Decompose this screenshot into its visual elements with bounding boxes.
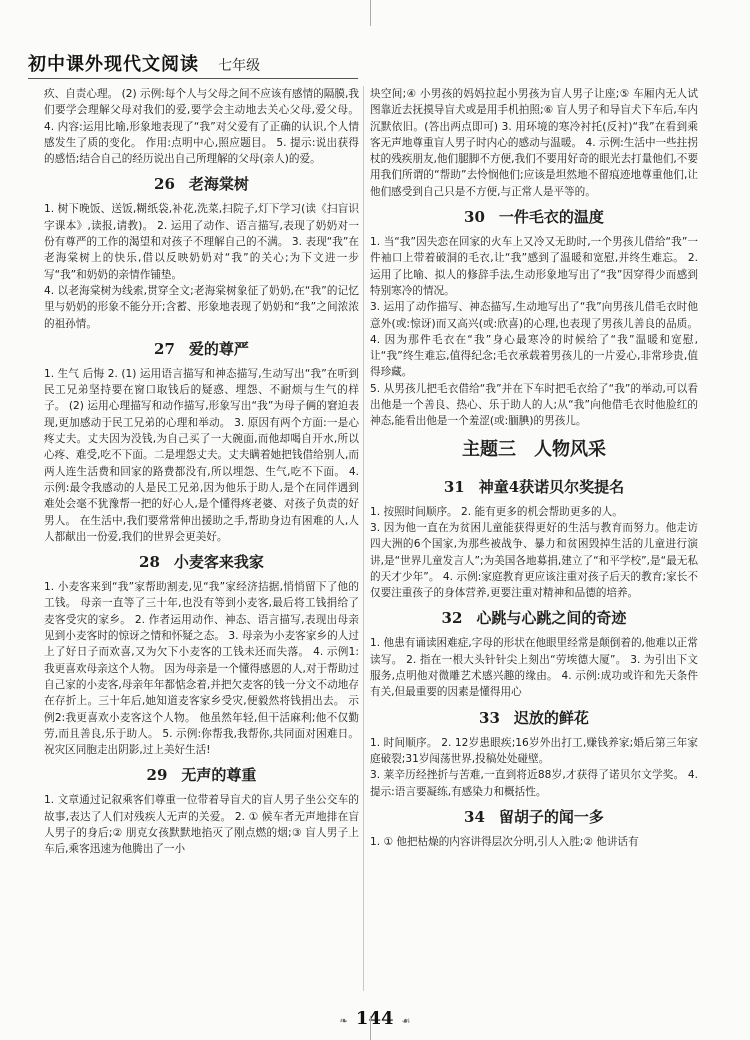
section-title: 留胡子的闻一多 (498, 807, 604, 826)
right-column (370, 86, 698, 850)
section-title: 迟放的鲜花 (513, 708, 589, 727)
answer-paragraph: 1. 生气 后悔 2. (1) 运用语言描写和神态描写,生动写出“我”在听到民工兄弟坚持要在窗口取钱后的疑惑、埋怨、不耐烦与生气的样子。 (2) 运用心理描写和动作描写,形象写出“我”为母子俩的窘迫表现,更加感动于民工兄弟的心理和举动。 3. 原因有两个方面:一是心疼丈夫。丈夫因为没钱,为自己买了一大碗面,而他却喝自开水,所以心疼、难受,吃不下面。二是埋怨丈夫。丈夫瞒着她把钱借给别人,而两人连生活费和回家的路费都没有,所以埋怨、生气,吃不下面。 4. 示例:最令我感动的人是民工兄弟,因为他乐于助人,是个在同伴遇到难处会毫不犹豫帮一把的好心人,是个懂得疼老婆、对孩子负责的好男人。 在生活中,我们要常常伸出援助之手,帮助身边有困难的人,人人都献出一份爱,我们的世界会更美好。 (44, 367, 359, 543)
section-number: 28 (139, 553, 160, 572)
section-number: 26 (154, 175, 175, 194)
section-number: 34 (464, 807, 485, 826)
answer-paragraph: 5. 从男孩儿把毛衣借给“我”并在下车时把毛衣给了“我”的举动,可以看出他是一个善良、热心、乐于助人的人;从“我”向他借毛衣时他脸红的神态,能看出他是一个羞涩(或:腼腆)的男孩儿。 (370, 382, 698, 428)
section-heading (44, 758, 359, 792)
section-number: 32 (441, 609, 463, 628)
section-title: 心跳与心跳之间的奇迹 (476, 609, 627, 628)
column-divider (363, 86, 364, 991)
theme-title: 人物风采 (534, 438, 606, 460)
section-number: 31 (443, 477, 465, 496)
section-title: 一件毛衣的温度 (498, 208, 604, 227)
answer-paragraph: 3. 运用了动作描写、神态描写,生动地写出了“我”向男孩儿借毛衣时他意外(或:惊讶)而又高兴(或:欣喜)的心理,也表现了男孩儿善良的品质。 4. 因为那件毛衣在“我”身心最寒冷的时候给了“我”温暖和宽慰,让“我”终生难忘,值得纪念;毛衣承载着男孩儿的一片爱心,非常珍贵,值得珍藏。 (370, 301, 698, 379)
section-number: 27 (154, 339, 175, 358)
answer-paragraph: 1. 文章通过记叙乘客们尊重一位带着导盲犬的盲人男子坐公交车的故事,表达了人们对残疾人无声的关爱。 2. ① 候车者无声地排在盲人男子的身后;② 朋克女孩默默地掐灭了刚点燃的烟;③ 盲人男子上车后,乘客迅速为他腾出了一小 (44, 794, 359, 856)
section-title: 老海棠树 (188, 175, 249, 194)
left-column (44, 86, 359, 858)
section-heading (44, 332, 359, 366)
page-number-value: 144 (355, 1008, 394, 1029)
section-heading (370, 701, 698, 735)
answer-paragraph: 疚、自责心理。 (2) 示例:每个人与父母之间不应该有感情的隔膜,我们要学会理解父母对我们的爱,要学会主动地去关心父母,爱父母。 4. 内容:运用比喻,形象地表现了“我”对父爱有了正确的认识,个人情感发生了质的变化。 作用:点明中心,照应题目。 5. 提示:说出获得的感悟;结合自己的经历说出自己所理解的父母(亲人)的爱。 (44, 88, 359, 166)
book-title: 初中课外现代文阅读 (28, 54, 199, 75)
answer-paragraph: 3. 因为他一直在为贫困儿童能获得更好的生活与教育而努力。他走访四大洲的6个国家,为那些被战争、暴力和贫困毁掉生活的儿童进行演讲,是“世界儿童发言人”;为美国各地募捐,建立了“和平学校”,是“最无私的天才少年”。 4. 示例:家庭教育更应该注重对孩子后天的教育;家长不仅要注重孩子的身体营养,更要注重对精神和品德的培养。 (370, 521, 698, 600)
answer-paragraph: 3. 莱辛历经挫折与苦难,一直到将近88岁,才获得了诺贝尔文学奖。 4. 提示:语言要凝练,有感染力和概括性。 (370, 769, 698, 798)
section-heading (370, 601, 698, 635)
answer-paragraph: 1. 按照时间顺序。 2. 能有更多的机会帮助更多的人。 (370, 505, 623, 518)
section-heading (370, 800, 698, 834)
ornament-right-icon: ☙ (401, 1016, 411, 1027)
section-title: 小麦客来我家 (173, 553, 264, 572)
answer-paragraph: 1. 当“我”因失恋在回家的火车上又冷又无助时,一个男孩儿借给“我”一件袖口上带着破洞的毛衣,让“我”感到了温暖和宽慰,并终生难忘。 2. 运用了比喻、拟人的修辞手法,生动形象地写出了“我”因穿得少而感到特别寒冷的情况。 (370, 236, 698, 297)
answer-paragraph: 1. 小麦客来到“我”家帮助割麦,见“我”家经济拮据,悄悄留下了他的工钱。 母亲一直等了三十年,也没有等到小麦客,最后将工钱捐给了麦客受灾的家乡。 2. 作者运用动作、神态、语言描写,表现出母亲见到小麦客时的惊讶之情和怀疑之态。 3. 母亲为小麦客家乡的人过上了好日子而欢喜,又为欠下小麦客的工钱未还而失落。 4. 示例1:我更喜欢母亲这个人物。 因为母亲是一个懂得感恩的人,对于帮助过自己家的小麦客,母亲年年都惦念着,并把欠麦客的钱一分文不动地存在存折上。三十年后,她知道麦客家乡受灾,便毅然将钱捐出去。 示例2:我更喜欢小麦客这个人物。 他虽然年轻,但干活麻利;他不仅勤劳,而且善良,乐于助人。 5. 示例:你帮我,我帮你,共同面对困难日。祝灾区同胞走出阴影,过上美好生活! (44, 581, 359, 757)
theme-heading (370, 430, 698, 470)
answer-paragraph: 4. 以老海棠树为线索,贯穿全文;老海棠树象征了奶奶,在“我”的记忆里与奶奶的形象不能分开;含蓄、形象地表现了奶奶和“我”之间浓浓的祖孙情。 (44, 284, 359, 330)
page-number (0, 1008, 750, 1029)
section-heading (370, 470, 698, 504)
section-heading (370, 200, 698, 234)
header-rule (28, 78, 358, 79)
answer-paragraph: 1. 时间顺序。 2. 12岁患眼疾;16岁外出打工,赚钱养家;婚后第三年家庭破裂;31岁闯荡世界,投稿处处碰壁。 (370, 736, 698, 765)
book-header (28, 50, 358, 74)
answer-paragraph: 1. ① 他把枯燥的内容讲得层次分明,引人入胜;② 他讲话有 (370, 835, 639, 848)
section-heading (44, 167, 359, 201)
section-heading (44, 545, 359, 579)
binding-mark-bottom (370, 1016, 371, 1040)
theme-number: 主题三 (462, 438, 516, 460)
section-number: 30 (464, 208, 485, 227)
section-number: 29 (146, 766, 168, 785)
answer-paragraph: 1. 他患有诵读困难症,字母的形状在他眼里经常是颠倒着的,他难以正常读写。 2. 指在一根大头针针尖上刻出“劳埃德大厦”。 3. 为引出下文服务,点明他对微雕艺术感兴趣的缘由。 4. 示例:成功或许和先天条件有关,但最重要的因素是懂得用心 (370, 637, 698, 699)
ornament-left-icon: ❧ (339, 1016, 348, 1027)
grade-label: 七年级 (218, 58, 261, 74)
answer-paragraph: 1. 树下晚饭、送饭,糊纸袋,补花,洗菜,扫院子,灯下学习(读《扫盲识字课本》,读报,请教)。 2. 运用了动作、语言描写,表现了奶奶对一份有尊严的工作的渴望和对孩子不理解自己的不满。 3. 表现“我”在老海棠树上的快乐,借以反映奶奶对“我”的关心;为下文进一步写“我”和奶奶的亲情作铺垫。 (44, 203, 359, 281)
binding-mark-top (370, 0, 371, 26)
answer-paragraph: 块空间;④ 小男孩的妈妈拉起小男孩为盲人男子让座;⑤ 车厢内无人试图靠近去抚摸导盲犬或是用手机拍照;⑥ 盲人男子和导盲犬下车后,车内沉默依旧。(答出两点即可) 3. 用环境的寒冷衬托(反衬)“我”在看到乘客无声地尊重盲人男子时内心的感动与温暖。 4. 示例:生活中一些拄拐杖的残疾朋友,他们腿脚不方便,我们不要用好奇的眼光去打量他们,不要用我们所谓的“帮助”去怜悯他们;应该是坦然地不留痕迹地尊重他们,让他们感受到自己只是不方便,与正常人是平等的。 (370, 88, 698, 198)
section-number: 33 (479, 708, 500, 727)
section-title: 无声的尊重 (181, 766, 257, 785)
section-title: 神童4获诺贝尔奖提名 (478, 477, 625, 496)
section-title: 爱的尊严 (188, 339, 249, 358)
